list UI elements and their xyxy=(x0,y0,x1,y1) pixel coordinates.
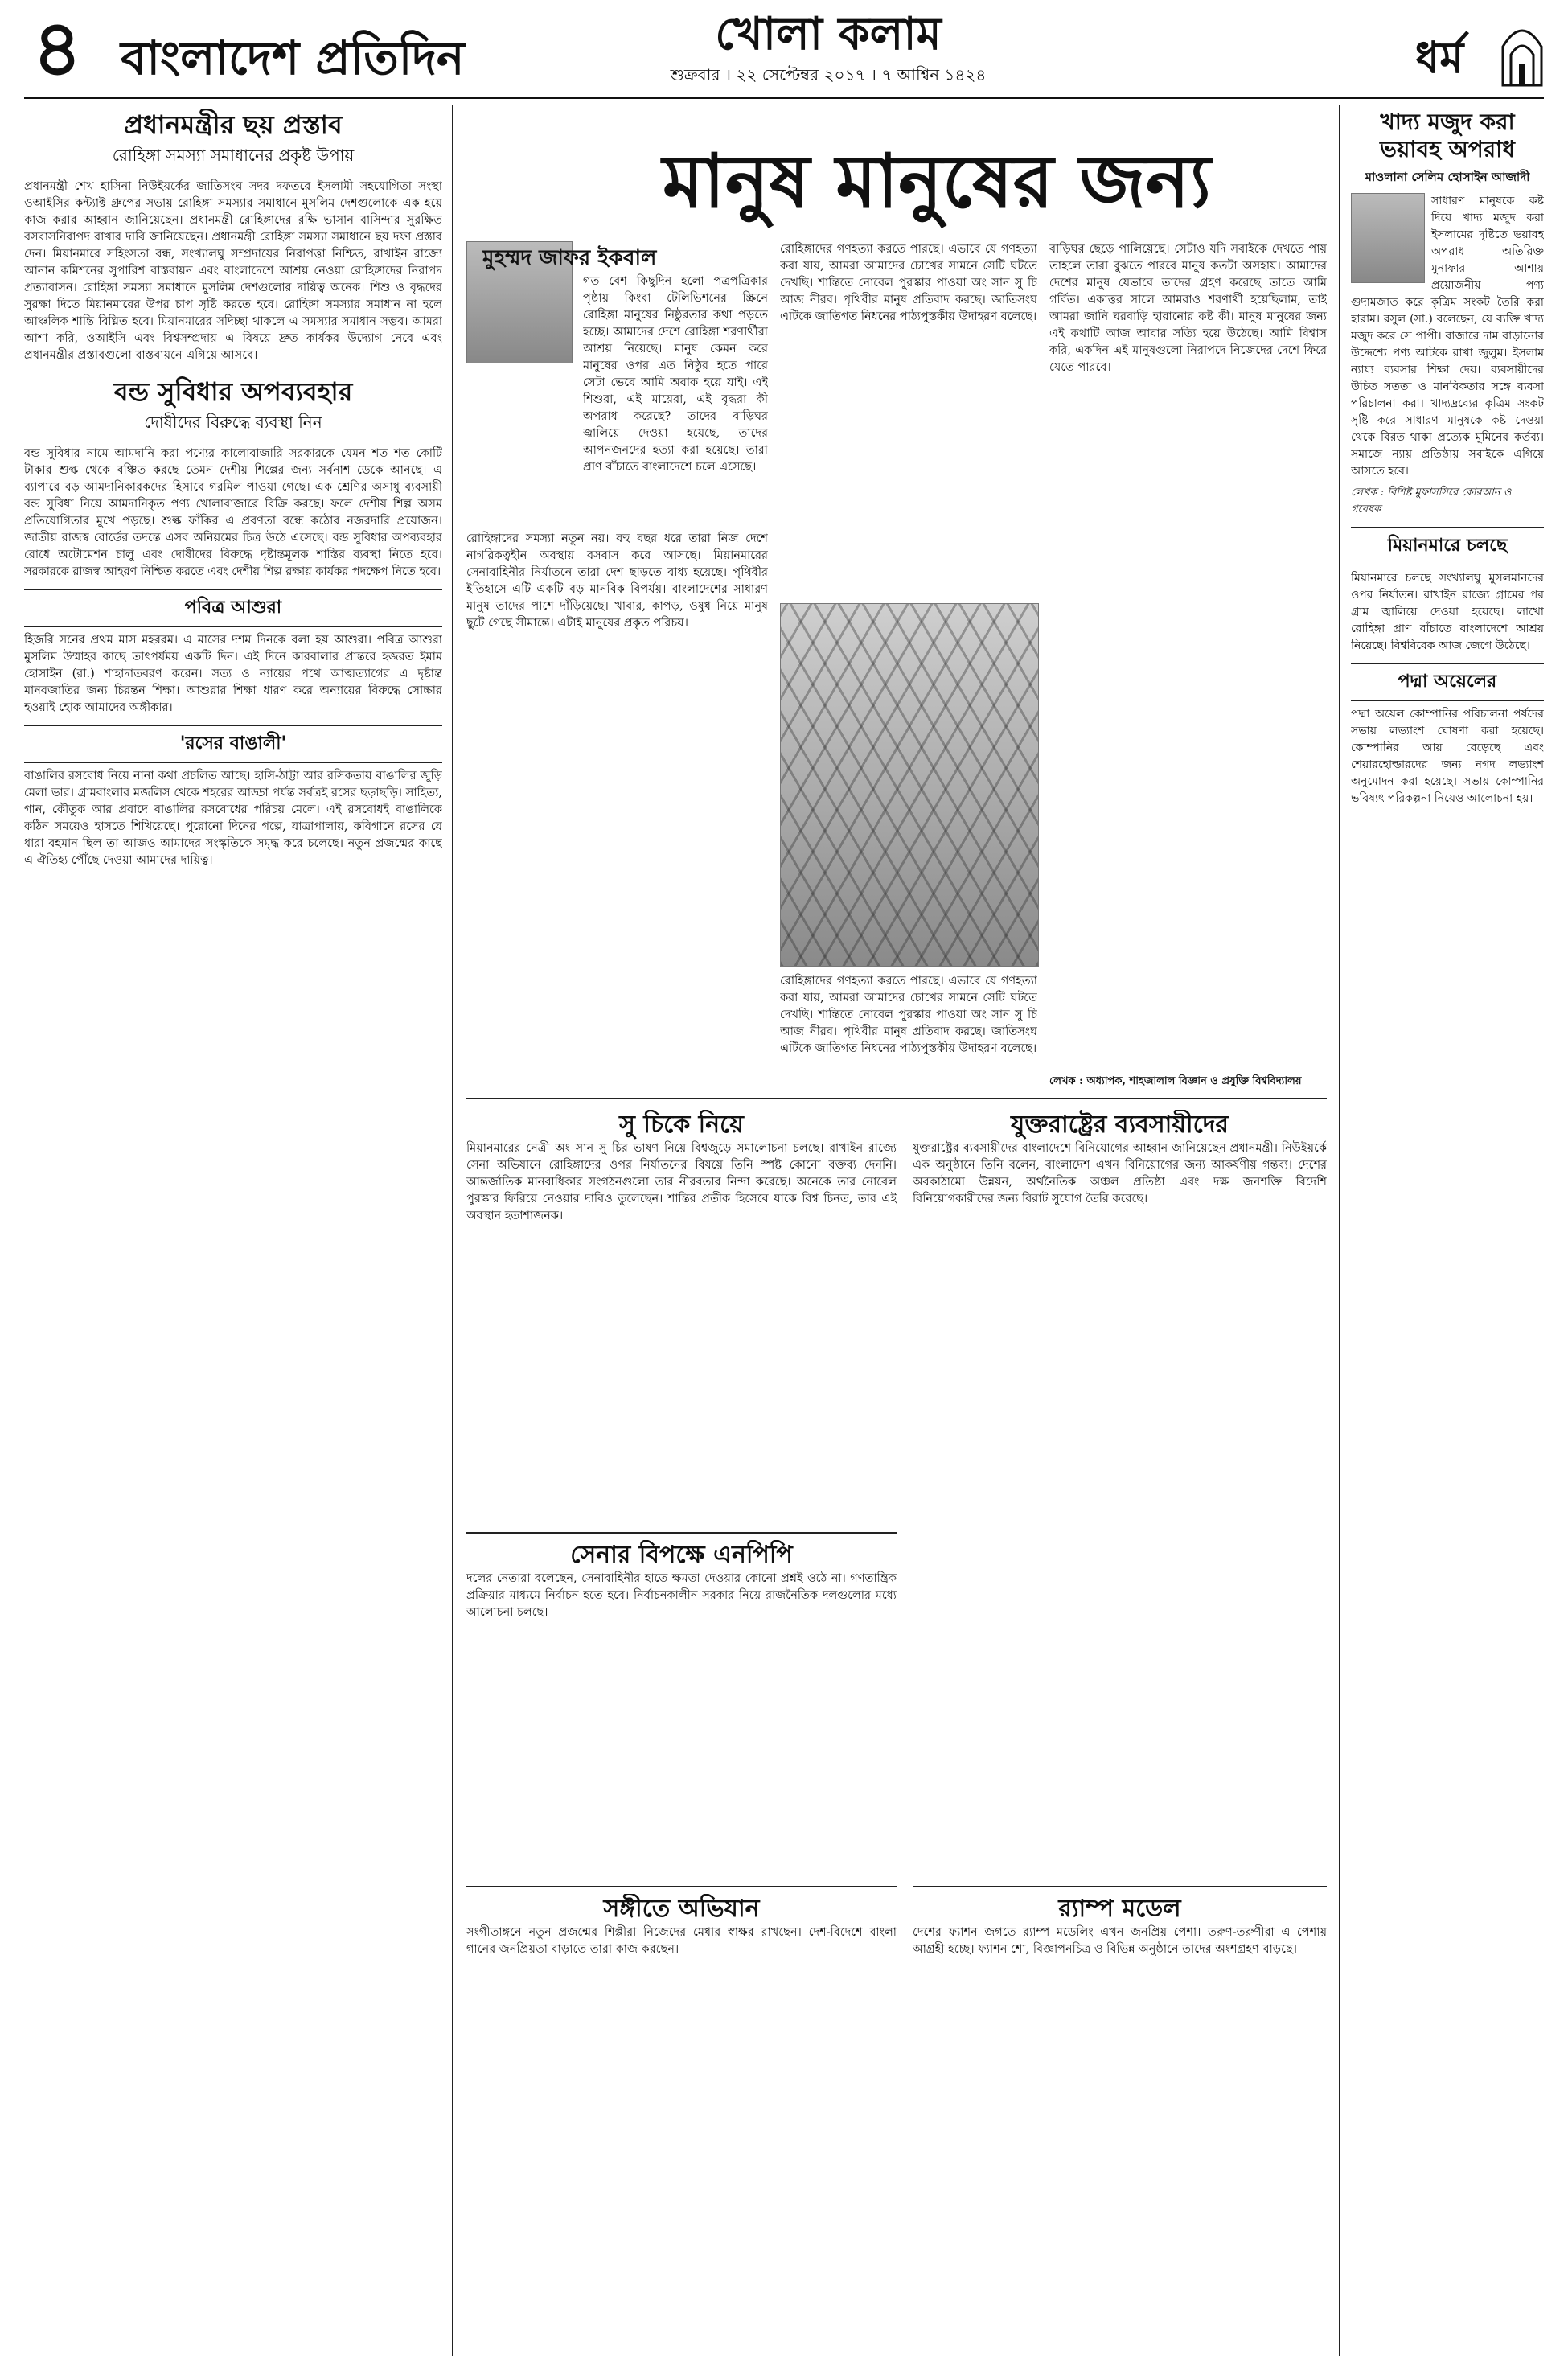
rule xyxy=(466,1532,897,1534)
article-body-roser: বাঙালির রসবোধ নিয়ে নানা কথা প্রচলিত আছে। হাসি-ঠাট্টা আর রসিকতায় বাঙালির জুড়ি মেলা ভার। গ্রামবাংলার মজলিস থেকে শহরের আড্ডা পর্যন্ত সর্বত্রই রসের ছড়াছড়ি। সাহিত্য, গান, কৌতুক আর প্রবাদে বাঙালির রসবোধের পরিচয় মেলে। এই রসবোধই বাঙালিকে কঠিন সময়েও হাসতে শিখিয়েছে। পুরোনো দিনের গল্পে, যাত্রাপালায়, কবিগানে রসের যে ধারা বহমান ছিল তা আজও আমাদের সংস্কৃতিকে সমৃদ্ধ করে চলেছে। নতুন প্রজন্মের কাছে এ ঐতিহ্য পৌঁছে দেওয়া আমাদের দায়িত্ব। xyxy=(24,770,442,867)
article-ramp xyxy=(913,1894,1327,2360)
article-title-sangeet: সঙ্গীতে অভিযান xyxy=(603,1895,760,1923)
editorial-strap-1: রোহিঙ্গা সমস্যা সমাধানের প্রকৃষ্ট উপায় xyxy=(112,146,355,165)
right-note-1: লেখক : বিশিষ্ট মুফাসসিরে কোরআন ও গবেষক xyxy=(1351,487,1512,515)
masthead xyxy=(24,2,1544,99)
editorial-title-2: বন্ড সুবিধার অপব্যবহার xyxy=(113,376,353,407)
mosque-icon xyxy=(1500,14,1545,87)
feature-col-2: রোহিঙ্গাদের সমস্যা নতুন নয়। বহু বছর ধরে তারা নিজ দেশে নাগরিকত্বহীন অবস্থায় বসবাস করে আসছে। মিয়ানমারের সেনাবাহিনীর নির্যাতনে তারা দেশ ছাড়তে বাধ্য হয়েছে। পৃথিবীর ইতিহাসে এটি একটি বড় মানবিক বিপর্যয়। বাংলাদেশের সাধারণ মানুষ তাদের পাশে দাঁড়িয়েছে। খাবার, কাপড়, ওষুধ নিয়ে মানুষ ছুটে গেছে সীমান্তে। এটাই মানুষের প্রকৃত পরিচয়। xyxy=(466,532,768,630)
rule xyxy=(466,1886,897,1887)
editorial-strap-2: দোষীদের বিরুদ্ধে ব্যবস্থা নিন xyxy=(144,413,322,432)
right-body-1: সাধারণ মানুষকে কষ্ট দিয়ে খাদ্য মজুদ করা ইসলামের দৃষ্টিতে ভয়াবহ অপরাধ। অতিরিক্ত মুনাফার আশায় প্রয়োজনীয় পণ্য গুদামজাত করে কৃত্রিম সংকট তৈরি করা হারাম। রসুল (সা.) বলেছেন, যে ব্যক্তি খাদ্য মজুদ করে সে পাপী। বাজারে দাম বাড়ানোর উদ্দেশ্যে পণ্য আটকে রাখা জুলুম। ইসলাম ন্যায্য ব্যবসার শিক্ষা দেয়। ব্যবসায়ীদের উচিত সততা ও মানবিকতার সঙ্গে ব্যবসা পরিচালনা করা। খাদ্যদ্রব্যের কৃত্রিম সংকট সৃষ্টি করে সাধারণ মানুষকে কষ্ট দেওয়া থেকে বিরত থাকা প্রত্যেক মুমিনের কর্তব্য। সমাজে ন্যায় প্রতিষ্ঠায় সবাইকে এগিয়ে আসতে হবে। xyxy=(1351,195,1544,478)
feature-author-note: লেখক : অধ্যাপক, শাহজালাল বিজ্ঞান ও প্রযুক্তি বিশ্ববিদ্যালয় xyxy=(1049,1075,1302,1087)
article-body-ramp: দেশের ফ্যাশন জগতে র‍্যাম্প মডেলিং এখন জনপ্রিয় পেশা। তরুণ-তরুণীরা এ পেশায় আগ্রহী হচ্ছে। ফ্যাশন শো, বিজ্ঞাপনচিত্র ও বিভিন্ন অনুষ্ঠানে তাদের অংশগ্রহণ বাড়ছে। xyxy=(913,1926,1327,1956)
editorial-body-2: বন্ড সুবিধার নামে আমদানি করা পণ্যের কালোবাজারি সরকারকে যেমন শত শত কোটি টাকার শুল্ক থেকে বঞ্চিত করছে তেমন দেশীয় শিল্পের জন্য সর্বনাশ ডেকে আনছে। এ ব্যাপারে বড় আমদানিকারকদের হিসাবে গরমিল পাওয়া গেছে। এক শ্রেণির অসাধু ব্যবসায়ী বন্ড সুবিধা নিয়ে আমদানিকৃত পণ্য খোলাবাজারে বিক্রি করছে। ফলে দেশীয় শিল্প অসম প্রতিযোগিতার মুখে পড়ছে। শুল্ক ফাঁকির এ প্রবণতা বন্ধে কঠোর নজরদারি প্রয়োজন। জাতীয় রাজস্ব বোর্ডের তদন্তে এসব অনিয়মের চিত্র উঠে এসেছে। বন্ড সুবিধার অপব্যবহার রোধে অটোমেশন চালু এবং দোষীদের বিরুদ্ধে দৃষ্টান্তমূলক শাস্তির ব্যবস্থা নিতে হবে। সরকারকে রাজস্ব আহরণ নিশ্চিত করতে এবং দেশীয় শিল্প রক্ষায় কার্যকর পদক্ষেপ নিতে হবে। xyxy=(24,447,442,578)
article-senar xyxy=(466,1540,897,1878)
section-title: খোলা কলাম xyxy=(715,7,942,60)
feature-author: মুহম্মদ জাফর ইকবাল xyxy=(482,246,657,270)
column-divider xyxy=(452,105,453,2356)
article-title-us: যুক্তরাষ্ট্রের ব্যবসায়ীদের xyxy=(1011,1111,1229,1139)
feature-title: মানুষ মানুষের জন্য xyxy=(662,138,1212,224)
article-us xyxy=(913,1110,1327,1882)
feature-col-4: বাড়িঘর ছেড়ে পালিয়েছে। সেটাও যদি সবাইকে দেখতে পায় তাহলে তারা বুঝতে পারবে মানুষ কতটা অসহায়। আমাদের দেশের মানুষ যেভাবে তাদের গ্রহণ করেছে তাতে আমি গর্বিত। একাত্তর সালে আমরাও শরণার্থী হয়েছিলাম, তাই আমরা জানি ঘরবাড়ি হারানোর কষ্ট কী। মানুষ মানুষের জন্য এই কথাটি আজ আবার সত্যি হয়ে উঠেছে। আমি বিশ্বাস করি, একদিন এই মানুষগুলো নিরাপদে নিজেদের দেশে ফিরে যেতে পারবে। xyxy=(1049,243,1327,374)
section-header xyxy=(643,8,1013,90)
feature-bottom-rule xyxy=(466,1098,1327,1099)
right-author-1: মাওলানা সেলিম হোসাইন আজাদী xyxy=(1365,170,1530,184)
article-body-senar: দলের নেতারা বলেছেন, সেনাবাহিনীর হাতে ক্ষমতা দেওয়ার কোনো প্রশ্নই ওঠে না। গণতান্ত্রিক প্রক্রিয়ার মাধ্যমে নির্বাচন হতে হবে। নির্বাচনকালীন সরকার নিয়ে রাজনৈতিক দলগুলোর মধ্যে আলোচনা চলছে। xyxy=(466,1572,897,1619)
cleric-photo xyxy=(1351,193,1425,283)
right-body-2: মিয়ানমারে চলছে সংখ্যালঘু মুসলমানদের ওপর নির্যাতন। রাখাইন রাজ্যে গ্রামের পর গ্রাম জ্বালিয়ে দেওয়া হয়েছে। লাখো রোহিঙ্গা প্রাণ বাঁচাতে বাংলাদেশে আশ্রয় নিয়েছে। বিশ্ববিবেক আজ জেগে উঠেছে। xyxy=(1351,572,1544,652)
right-section-title: ধর্ম xyxy=(1415,31,1464,83)
feature-byline-box xyxy=(482,241,764,273)
column-divider xyxy=(1339,105,1340,2356)
article-body-su: মিয়ানমারের নেত্রী অং সান সু চির ভাষণ নিয়ে বিশ্বজুড়ে সমালোচনা চলছে। রাখাইন রাজ্যে সেনা অভিযানে রোহিঙ্গাদের ওপর নির্যাতনের বিষয়ে তিনি স্পষ্ট কোনো বক্তব্য দেননি। আন্তর্জাতিক মানবাধিকার সংগঠনগুলো তার নীরবতার নিন্দা করেছে। অনেকে তার নোবেল পুরস্কার ফিরিয়ে নেওয়ার দাবিও তুলেছেন। শান্তির প্রতীক হিসেবে যাকে বিশ্ব চিনত, তার এই অবস্থান হতাশাজনক। xyxy=(466,1142,897,1222)
article-body-us: যুক্তরাষ্ট্রের ব্যবসায়ীদের বাংলাদেশে বিনিয়োগের আহ্বান জানিয়েছেন প্রধানমন্ত্রী। নিউইয়র্কে এক অনুষ্ঠানে তিনি বলেন, বাংলাদেশ এখন বিনিয়োগের জন্য আকর্ষণীয় গন্তব্য। দেশের অবকাঠামো উন্নয়ন, অর্থনৈতিক অঞ্চল প্রতিষ্ঠা এবং দক্ষ জনশক্তি বিদেশি বিনিয়োগকারীদের জন্য বিরাট সুযোগ তৈরি করেছে। xyxy=(913,1142,1327,1205)
rule xyxy=(913,1886,1327,1887)
article-sangeet xyxy=(466,1894,897,2360)
article-title-su: সু চিকে নিয়ে xyxy=(619,1111,744,1139)
right-column xyxy=(1351,109,1544,2360)
editorial-title-1: প্রধানমন্ত্রীর ছয় প্রস্তাব xyxy=(124,109,343,140)
issue-date: শুক্রবার । ২২ সেপ্টেম্বর ২০১৭ । ৭ আশ্বিন ১৪২৪ xyxy=(643,60,1013,90)
right-title-2: মিয়ানমারে চলছে xyxy=(1351,527,1544,565)
editorial-body-1: প্রধানমন্ত্রী শেখ হাসিনা নিউইয়র্কের জাতিসংঘ সদর দফতরে ইসলামী সহযোগিতা সংস্থা ওআইসির কন্ট্যাক্ট গ্রুপের সভায় রোহিঙ্গা সমস্যার সমাধানে মুসলিম দেশগুলোকে এক হয়ে কাজ করার আহ্বান জানিয়েছেন। প্রধানমন্ত্রী রোহিঙ্গাদের রক্ষি ভাসান বাসিন্দার সুরক্ষিত বসবাসনিরাপদ রাখার দাবি জানিয়েছেন। প্রধানমন্ত্রী রোহিঙ্গা সমস্যা সমাধানে ছয় দফা প্রস্তাব দেন। মিয়ানমারে সহিংসতা বন্ধ, সংখ্যালঘু সম্প্রদায়ের নিরাপত্তা নিশ্চিত, রাখাইন রাজ্যে আনান কমিশনের সুপারিশ বাস্তবায়ন এবং বাংলাদেশে আশ্রয় নেওয়া রোহিঙ্গাদের নিরাপদ প্রত্যাবাসন। রোহিঙ্গা সমস্যা সমাধানে মুসলিম দেশগুলোর দায়িত্ব অনেক। শিশু ও বৃদ্ধদের সুরক্ষা দিতে মিয়ানমারের উপর চাপ সৃষ্টি করতে হবে। রোহিঙ্গা সমস্যার সমাধান না হলে আঞ্চলিক শান্তি বিঘ্নিত হবে। মিয়ানমারের সদিচ্ছা থাকলে এ সমস্যার সমাধান সম্ভব। আমরা আশা করি, ওআইসি এবং বিশ্বসম্প্রদায় এ বিষয়ে দ্রুত কার্যকর উদ্যোগ নেবে এবং প্রধানমন্ত্রীর প্রস্তাবগুলো বাস্তবায়নে এগিয়ে আসবে। xyxy=(24,180,442,362)
article-body-ashura: হিজরি সনের প্রথম মাস মহররম। এ মাসের দশম দিনকে বলা হয় আশুরা। পবিত্র আশুরা মুসলিম উম্মাহর কাছে তাৎপর্যময় একটি দিন। এই দিনে কারবালার প্রান্তরে হজরত ইমাম হোসাইন (রা.) শাহাদাতবরণ করেন। সত্য ও ন্যায়ের পথে আত্মত্যাগের এ দৃষ্টান্ত মানবজাতির জন্য চিরন্তন শিক্ষা। আশুরার শিক্ষা ধারণ করে অন্যায়ের বিরুদ্ধে সোচ্চার হওয়াই হোক আমাদের অঙ্গীকার। xyxy=(24,634,442,714)
page-number: ৪ xyxy=(32,2,83,93)
article-body-sangeet: সংগীতাঙ্গনে নতুন প্রজন্মের শিল্পীরা নিজেদের মেধার স্বাক্ষর রাখছেন। দেশ-বিদেশে বাংলা গানের জনপ্রিয়তা বাড়াতে তারা কাজ করছেন। xyxy=(466,1926,897,1956)
article-su xyxy=(466,1110,897,1528)
article-title-ramp: র‍্যাম্প মডেল xyxy=(1058,1895,1181,1923)
article-title-senar: সেনার বিপক্ষে এনপিপি xyxy=(570,1541,793,1569)
feature-col-3: রোহিঙ্গাদের গণহত্যা করতে পারছে। এভাবে যে গণহত্যা করা যায়, আমরা আমাদের চোখের সামনে সেটি ঘটতে দেখছি। শান্তিতে নোবেল পুরস্কার পাওয়া অং সান সু চি আজ নীরব। পৃথিবীর মানুষ প্রতিবাদ করছে। জাতিসংঘ এটিকে জাতিগত নিধনের পাঠ্যপুস্তকীয় উদাহরণ বলেছে। xyxy=(780,243,1037,323)
right-body-3: পদ্মা অয়েল কোম্পানির পরিচালনা পর্ষদের সভায় লভ্যাংশ ঘোষণা করা হয়েছে। কোম্পানির আয় বেড়েছে এবং শেয়ারহোল্ডারদের জন্য নগদ লভ্যাংশ অনুমোদন করা হয়েছে। সভায় কোম্পানির ভবিষ্যৎ পরিকল্পনা নিয়েও আলোচনা হয়। xyxy=(1351,708,1544,805)
left-column xyxy=(24,109,442,2360)
right-title-3: পদ্মা অয়েলের xyxy=(1351,663,1544,701)
refugee-photo xyxy=(780,603,1039,967)
feature-col-3b: রোহিঙ্গাদের গণহত্যা করতে পারছে। এভাবে যে গণহত্যা করা যায়, আমরা আমাদের চোখের সামনে সেটি ঘটতে দেখছি। শান্তিতে নোবেল পুরস্কার পাওয়া অং সান সু চি আজ নীরব। পৃথিবীর মানুষ প্রতিবাদ করছে। জাতিসংঘ এটিকে জাতিগত নিধনের পাঠ্যপুস্তকীয় উদাহরণ বলেছে। xyxy=(780,975,1037,1055)
article-title-ashura: পবিত্র আশুরা xyxy=(24,589,442,627)
right-title-1: খাদ্য মজুদ করা ভয়াবহ অপরাধ xyxy=(1380,109,1515,162)
feature-col-1: গত বেশ কিছুদিন হলো পত্রপত্রিকার পৃষ্ঠায় কিংবা টেলিভিশনের স্ক্রিনে রোহিঙ্গা মানুষের নিষ্ঠুরতার কথা পড়তে হচ্ছে। আমাদের দেশে রোহিঙ্গা শরণার্থীরা আশ্রয় নিয়েছে। মানুষ কেমন করে মানুষের ওপর এত নিষ্ঠুর হতে পারে সেটা ভেবে আমি অবাক হয়ে যাই। এই শিশুরা, এই মায়েরা, এই বৃদ্ধরা কী অপরাধ করেছে? তাদের বাড়িঘর জ্বালিয়ে দেওয়া হয়েছে, তাদের আপনজনদের হত্যা করা হয়েছে। তারা প্রাণ বাঁচাতে বাংলাদেশে চলে এসেছে। xyxy=(583,275,768,474)
paper-name: বাংলাদেশ প্রতিদিন xyxy=(121,31,465,85)
article-title-roser: 'রসের বাঙালী' xyxy=(24,725,442,763)
